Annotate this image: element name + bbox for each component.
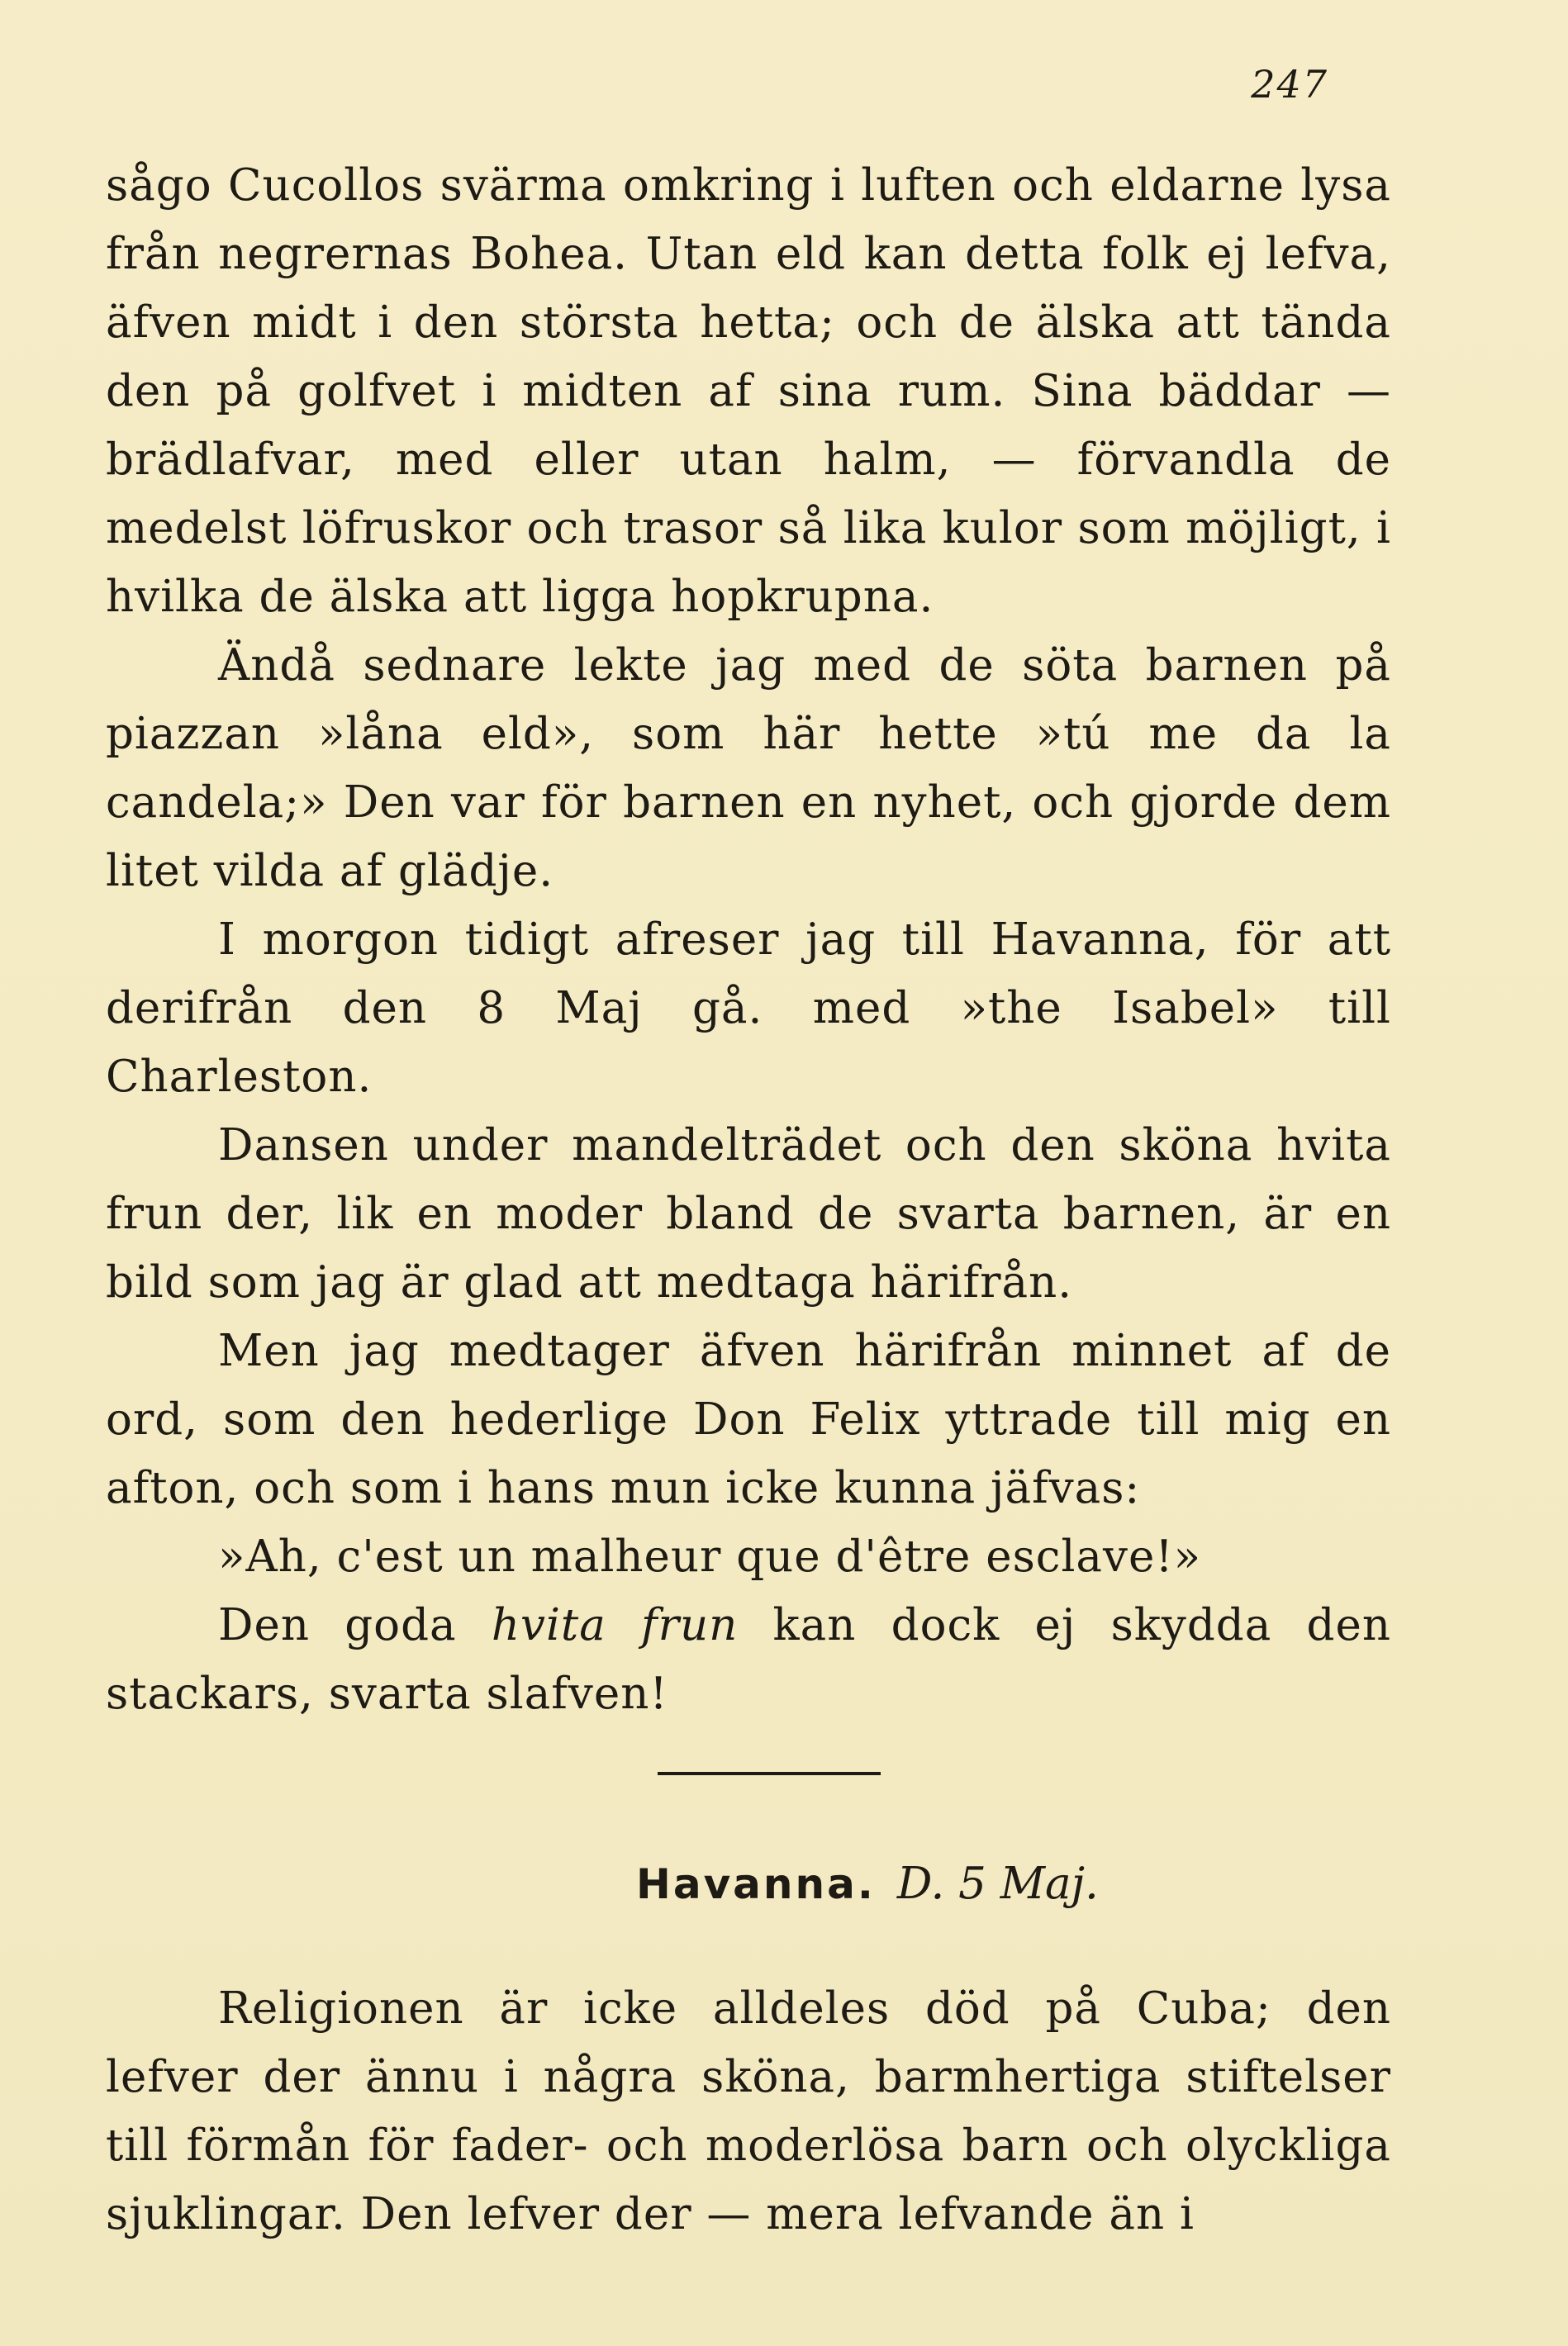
paragraph-1: sågo Cucollos svärma omkring i luften och eldarne lysa från negrernas Bohea. Utan eld kan detta folk ej lefva, äfven midt i den största hetta; och de älska att tända den på golfvet i midten af sina rum. Sina bäddar — brädlafvar, med eller utan halm, — förvandla de medelst löfruskor och trasor så lika kulor som möjligt, i hvilka de älska att ligga hopkrupna. bbox=[106, 160, 1391, 622]
section-divider bbox=[658, 1772, 881, 1775]
section-date: D. 5 Maj. bbox=[896, 1859, 1099, 1909]
paragraph-7-start: Den goda bbox=[218, 1600, 457, 1650]
paragraph-7 bbox=[106, 1591, 1391, 1728]
paragraph-2: Ändå sednare lekte jag med de söta barnen på piazzan »låna eld», som här hette »tú me da la candela;» Den var för barnen en nyhet, och gjorde dem litet vilda af glädje. bbox=[106, 640, 1391, 896]
section-paragraph: Religionen är icke alldeles död på Cuba; den lefver der ännu i några sköna, barmhertiga stiftelser till förmån för fader- och moderlösa barn och olyckliga sjuklingar. Den lefver der — mera lefvande än i bbox=[106, 1983, 1391, 2239]
section-place: Havanna. bbox=[636, 1860, 876, 1908]
page-number: 247 bbox=[1251, 62, 1328, 107]
paragraph-5: Men jag medtager äfven härifrån minnet af de ord, som den hederlige Don Felix yttrade till mig en afton, och som i hans mun icke kunna jäfvas: bbox=[106, 1326, 1391, 1513]
paragraph-4: Dansen under mandelträdet och den sköna hvita frun der, lik en moder bland de svarta barnen, är en bild som jag är glad att medtaga härifrån. bbox=[106, 1120, 1391, 1308]
main-text bbox=[106, 151, 1391, 1728]
section-heading bbox=[636, 1859, 1099, 1909]
paragraph-7-end: kan dock ej skydda den stackars, svarta slafven! bbox=[106, 1600, 1391, 1719]
paragraph-7-emphasis: hvita frun bbox=[491, 1600, 739, 1650]
paragraph-6-quote: »Ah, c'est un malheur que d'être esclave!» bbox=[218, 1532, 1202, 1582]
paragraph-3: I morgon tidigt afreser jag till Havanna, för att derifrån den 8 Maj gå. med »the Isabel» till Charleston. bbox=[106, 914, 1391, 1102]
section-text bbox=[106, 1974, 1391, 2249]
